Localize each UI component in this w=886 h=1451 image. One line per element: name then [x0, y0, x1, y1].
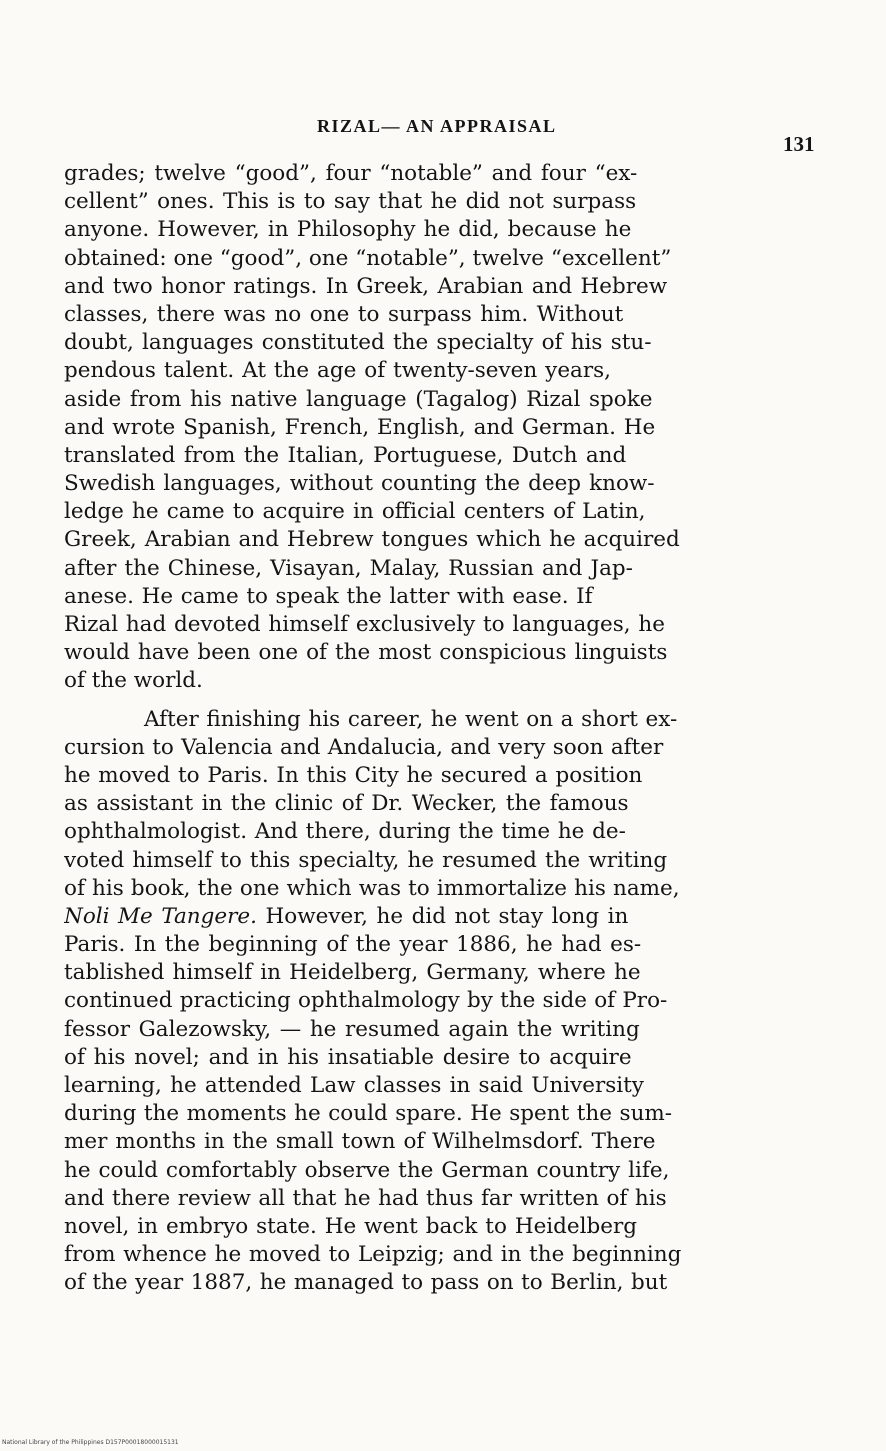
text-line: After finishing his career, he went on a short ex-	[144, 706, 678, 732]
text-line: tablished himself in Heidelberg, Germany, where he	[64, 960, 641, 986]
text-line: Greek, Arabian and Hebrew tongues which he acquired	[64, 527, 680, 553]
text-line: Paris. In the beginning of the year 1886, he had es-	[64, 932, 642, 958]
text-line: and wrote Spanish, French, English, and German. He	[64, 414, 656, 440]
text-line: continued practicing ophthalmology by the side of Pro-	[64, 988, 668, 1014]
text-line: obtained: one “good”, one “notable”, twelve “excellent”	[64, 245, 672, 271]
text-line: Rizal had devoted himself exclusively to languages, he	[64, 612, 665, 637]
book-title: Noli Me Tangere.	[64, 903, 257, 929]
paragraph-gap	[64, 696, 824, 706]
text-line: would have been one of the most conspicious linguists	[64, 640, 668, 666]
text-line: ophthalmologist. And there, during the time he de-	[64, 819, 626, 845]
text-line: anyone. However, in Philosophy he did, because he	[64, 217, 632, 243]
text-line: translated from the Italian, Portuguese, Dutch and	[64, 442, 627, 468]
text-line: of his novel; and in his insatiable desire to acquire	[64, 1044, 632, 1070]
text-line: voted himself to this specialty, he resumed the writing	[64, 847, 668, 873]
text-line: novel, in embryo state. He went back to Heidelberg	[64, 1213, 638, 1239]
text-line: anese. He came to speak the latter with ease. If	[64, 583, 593, 609]
text-line: of the year 1887, he managed to pass on to Berlin, but	[64, 1270, 668, 1296]
page-header	[0, 116, 886, 156]
text-line: grades; twelve “good”, four “notable” and four “ex-	[64, 161, 638, 186]
text-line: Noli Me Tangere. However, he did not stay long in	[64, 903, 629, 929]
text-line: cellent” ones. This is to say that he did not surpass	[64, 189, 637, 215]
text-line: of his book, the one which was to immortalize his name,	[64, 875, 680, 901]
text-line: from whence he moved to Leipzig; and in the beginning	[64, 1242, 682, 1268]
text-line: he moved to Paris. In this City he secured a position	[64, 762, 643, 788]
running-head: RIZAL— AN APPRAISAL	[317, 116, 557, 136]
text-line: he could comfortably observe the German country life,	[64, 1157, 670, 1183]
text-line: and two honor ratings. In Greek, Arabian and Hebrew	[64, 273, 668, 299]
text-line: as assistant in the clinic of Dr. Wecker, the famous	[64, 791, 629, 817]
page-number: 131	[783, 132, 815, 156]
text-line: classes, there was no one to surpass him. Without	[64, 301, 624, 327]
text-line: cursion to Valencia and Andalucia, and very soon after	[64, 734, 664, 760]
text-line: fessor Galezowsky, — he resumed again the writing	[64, 1016, 640, 1042]
text-line: during the moments he could spare. He spent the sum-	[64, 1101, 673, 1127]
text-line: mer months in the small town of Wilhelmsdorf. There	[64, 1129, 656, 1155]
text-line: and there review all that he had thus far written of his	[64, 1185, 667, 1211]
text-line: Swedish languages, without counting the deep know-	[64, 471, 655, 497]
scan-footer-note: National Library of the Philippines D157P00018000015131	[2, 1439, 179, 1446]
text-line: ledge he came to acquire in official centers of Latin,	[64, 499, 646, 525]
paragraph	[64, 160, 824, 696]
body-text	[64, 160, 824, 1298]
text-line: aside from his native language (Tagalog) Rizal spoke	[64, 386, 653, 412]
text-line: pendous talent. At the age of twenty-seven years,	[64, 358, 612, 384]
text-line: doubt, languages constituted the specialty of his stu-	[64, 330, 652, 356]
paragraph	[64, 706, 824, 1298]
text-line: learning, he attended Law classes in said University	[64, 1073, 644, 1098]
text-line: of the world.	[64, 668, 203, 694]
text-line: after the Chinese, Visayan, Malay, Russian and Jap-	[64, 555, 633, 581]
